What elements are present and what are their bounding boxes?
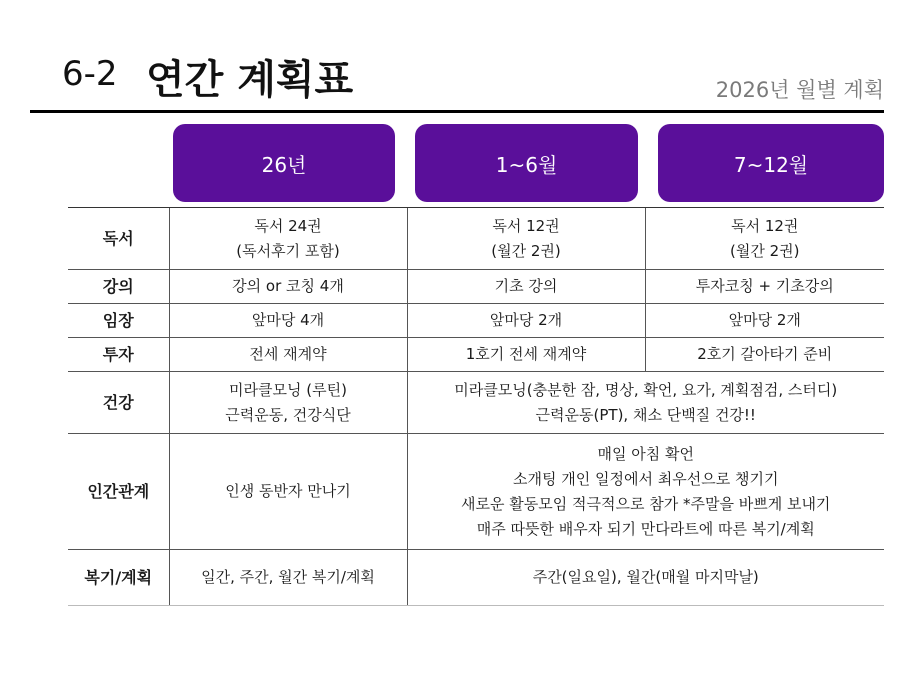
column-header-h2: 7~12월 xyxy=(658,124,884,202)
cell-h1-h2: 주간(일요일), 월간(매월 마지막날) xyxy=(407,550,884,606)
column-header-h1: 1~6월 xyxy=(415,124,638,202)
cell-year: 미라클모닝 (루틴) 근력운동, 건강식단 xyxy=(169,372,407,434)
cell-h1: 기초 강의 xyxy=(407,270,645,304)
row-label: 강의 xyxy=(68,270,169,304)
column-header-year: 26년 xyxy=(173,124,395,202)
cell-year: 전세 재계약 xyxy=(169,338,407,372)
cell-h2: 독서 12권 (월간 2권) xyxy=(645,208,884,270)
cell-year: 강의 or 코칭 4개 xyxy=(169,270,407,304)
annual-plan-table xyxy=(68,207,884,606)
cell-year: 인생 동반자 만나기 xyxy=(169,434,407,550)
cell-h1-h2: 매일 아침 확언 소개팅 개인 일정에서 최우선으로 챙기기 새로운 활동모임 적극적으로 참가 *주말을 바쁘게 보내기 매주 따뜻한 배우자 되기 만다라트에 따른 복기/계획 xyxy=(407,434,884,550)
row-label: 임장 xyxy=(68,304,169,338)
table-row-review xyxy=(68,550,884,606)
row-label: 투자 xyxy=(68,338,169,372)
page-subtitle: 2026년 월별 계획 xyxy=(715,78,884,102)
cell-h1: 앞마당 2개 xyxy=(407,304,645,338)
cell-year: 앞마당 4개 xyxy=(169,304,407,338)
table-row-invest xyxy=(68,338,884,372)
cell-h2: 앞마당 2개 xyxy=(645,304,884,338)
table-row-reading xyxy=(68,208,884,270)
cell-year: 독서 24권 (독서후기 포함) xyxy=(169,208,407,270)
cell-h2: 투자코칭 + 기초강의 xyxy=(645,270,884,304)
table-row-lecture xyxy=(68,270,884,304)
row-label: 인간관계 xyxy=(68,434,169,550)
cell-h1: 1호기 전세 재계약 xyxy=(407,338,645,372)
row-label: 복기/계획 xyxy=(68,550,169,606)
cell-h1: 독서 12권 (월간 2권) xyxy=(407,208,645,270)
table-row-relations xyxy=(68,434,884,550)
section-number: 6-2 xyxy=(62,54,118,94)
cell-h1-h2: 미라클모닝(충분한 잠, 명상, 확언, 요가, 계획점검, 스터디) 근력운동(PT), 채소 단백질 건강!! xyxy=(407,372,884,434)
title-divider xyxy=(30,110,884,113)
cell-h2: 2호기 갈아타기 준비 xyxy=(645,338,884,372)
cell-year: 일간, 주간, 월간 복기/계획 xyxy=(169,550,407,606)
table-row-health xyxy=(68,372,884,434)
row-label: 건강 xyxy=(68,372,169,434)
page-title: 연간 계획표 xyxy=(146,57,354,103)
row-label: 독서 xyxy=(68,208,169,270)
table-row-field xyxy=(68,304,884,338)
